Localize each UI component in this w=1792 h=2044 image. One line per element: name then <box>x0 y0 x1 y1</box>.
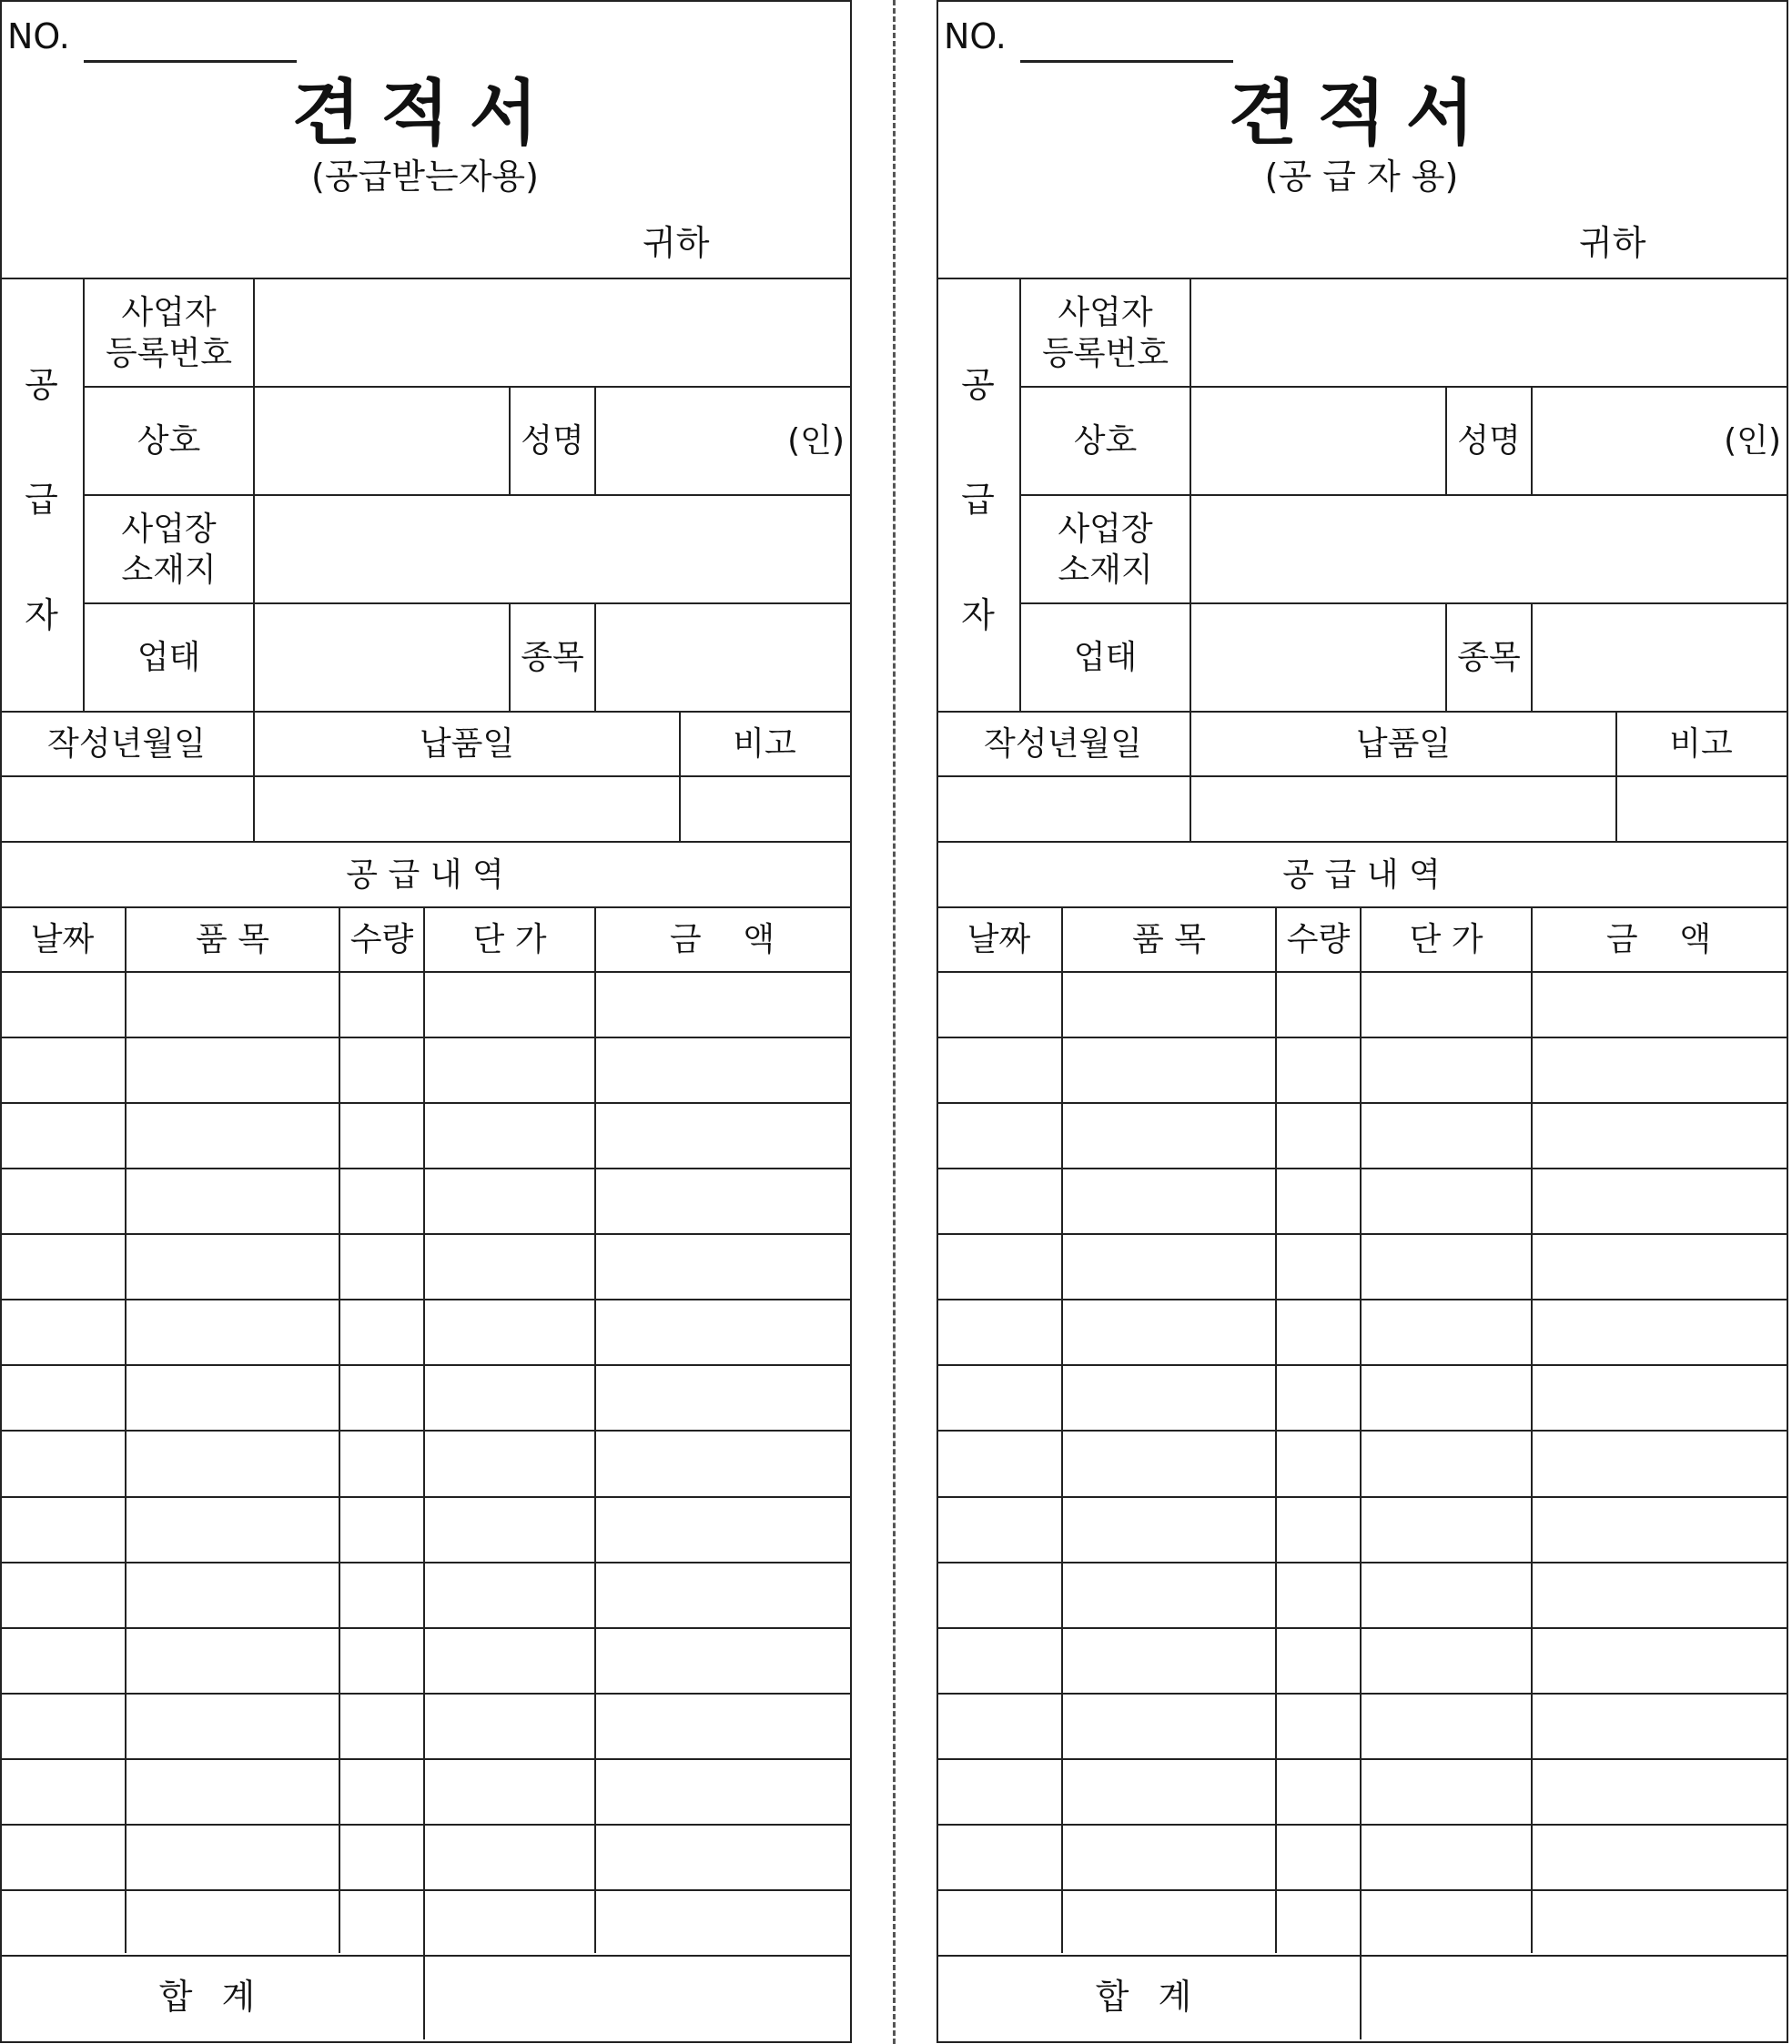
table-row-rule <box>936 1562 1787 1563</box>
perforation-line <box>893 0 896 2044</box>
rep-name-label: 성명 <box>521 422 584 460</box>
table-row-rule <box>936 1889 1787 1891</box>
delivery-date-label: 납품일 <box>419 725 515 763</box>
table-row-rule <box>0 1364 850 1366</box>
total-label: 합 계 <box>1095 1976 1201 2017</box>
label-line: 사업자 <box>121 293 217 331</box>
col-item-header: 품 목 <box>196 921 269 958</box>
col-qty-header: 수량 <box>349 921 414 958</box>
biz-type-label: 업태 <box>1073 639 1138 676</box>
biz-address-field[interactable] <box>255 496 848 602</box>
document-number-label: NO. <box>7 16 70 56</box>
table-row-rule <box>936 1824 1787 1826</box>
table-row-rule <box>936 1627 1787 1629</box>
col-item-header: 품 목 <box>1132 921 1206 958</box>
rule <box>1360 906 1362 2039</box>
company-name-label: 상호 <box>137 422 201 460</box>
label-line: 소재지 <box>1058 551 1153 589</box>
recipient-honorific: 귀하 <box>1579 223 1646 263</box>
rep-name-label: 성명 <box>1457 422 1521 460</box>
table-row-rule <box>936 1758 1787 1760</box>
supplier-char: 공 <box>961 365 995 405</box>
table-row-rule <box>0 1627 850 1629</box>
biz-item-label: 종목 <box>1457 639 1521 676</box>
remarks-field[interactable] <box>681 777 848 841</box>
date-written-field[interactable] <box>936 777 1190 841</box>
table-row-rule <box>936 1364 1787 1366</box>
table-row-rule <box>936 1299 1787 1300</box>
document-number-label: NO. <box>944 16 1007 56</box>
supplier-char: 자 <box>961 594 995 635</box>
form-title: 견적서 <box>1228 73 1495 155</box>
biz-reg-number-label <box>1021 279 1190 386</box>
rep-name-field[interactable] <box>1533 388 1706 494</box>
table-row-rule <box>0 1562 850 1563</box>
copy-type-subtitle: (공 급 자 용) <box>1264 156 1459 197</box>
table-row-rule <box>0 1693 850 1695</box>
biz-address-label <box>85 496 253 602</box>
biz-address-field[interactable] <box>1191 496 1785 602</box>
label-line: 등록번호 <box>105 334 233 372</box>
table-row-rule <box>0 1102 850 1104</box>
table-row-rule <box>936 1496 1787 1498</box>
delivery-date-field[interactable] <box>1191 777 1615 841</box>
table-row-rule <box>936 1693 1787 1695</box>
biz-type-label: 업태 <box>137 639 201 676</box>
rule <box>936 971 1787 973</box>
company-name-field[interactable] <box>1191 388 1445 494</box>
date-written-label: 작성년월일 <box>47 725 206 763</box>
company-name-field[interactable] <box>255 388 509 494</box>
company-name-label: 상호 <box>1073 422 1138 460</box>
table-row-rule <box>936 1102 1787 1104</box>
table-row-rule <box>0 1168 850 1169</box>
table-row-rule <box>936 1168 1787 1169</box>
label-line: 사업장 <box>1058 510 1153 548</box>
col-unit-price-header: 단 가 <box>1409 921 1483 958</box>
table-row-rule <box>0 1824 850 1826</box>
label-line: 등록번호 <box>1041 334 1169 372</box>
table-row-rule <box>0 1758 850 1760</box>
col-date-header: 날짜 <box>30 921 95 958</box>
table-row-rule <box>0 1889 850 1891</box>
supplier-char: 공 <box>25 365 58 405</box>
biz-item-field[interactable] <box>596 604 848 711</box>
total-amount-field[interactable] <box>425 1955 848 2039</box>
delivery-date-label: 납품일 <box>1355 725 1452 763</box>
copy-type-subtitle: (공급받는자용) <box>311 156 539 197</box>
recipient-honorific: 귀하 <box>643 223 710 263</box>
biz-item-field[interactable] <box>1533 604 1785 711</box>
col-amount-header: 금 액 <box>669 921 775 958</box>
biz-reg-number-field[interactable] <box>255 279 848 386</box>
supply-details-heading: 공 급 내 역 <box>346 855 504 894</box>
table-row-rule <box>0 1430 850 1432</box>
rep-name-field[interactable] <box>596 388 769 494</box>
biz-address-label <box>1021 496 1190 602</box>
remarks-label: 비고 <box>1669 725 1733 763</box>
col-amount-header: 금 액 <box>1605 921 1712 958</box>
table-row-rule <box>0 1233 850 1235</box>
biz-type-field[interactable] <box>1191 604 1445 711</box>
label-line: 사업장 <box>121 510 217 548</box>
label-line: 사업자 <box>1058 293 1153 331</box>
date-written-label: 작성년월일 <box>984 725 1142 763</box>
supplier-char: 급 <box>25 480 58 521</box>
supplier-char: 급 <box>961 480 995 521</box>
table-row-rule <box>0 1496 850 1498</box>
remarks-field[interactable] <box>1617 777 1785 841</box>
biz-type-field[interactable] <box>255 604 509 711</box>
total-label: 합 계 <box>158 1976 265 2017</box>
form-title: 견적서 <box>291 73 559 155</box>
estimate-form-recipient-copy <box>0 0 850 2041</box>
col-unit-price-header: 단 가 <box>472 921 547 958</box>
biz-item-label: 종목 <box>521 639 584 676</box>
seal-mark: (인) <box>787 422 845 460</box>
label-line: 소재지 <box>121 551 217 589</box>
supplier-char: 자 <box>25 594 58 635</box>
date-written-field[interactable] <box>0 777 253 841</box>
table-row-rule <box>0 1037 850 1038</box>
supplier-section-label <box>0 364 83 637</box>
table-row-rule <box>936 1430 1787 1432</box>
supply-details-heading: 공 급 내 역 <box>1282 855 1441 894</box>
col-date-header: 날짜 <box>967 921 1031 958</box>
table-row-rule <box>936 1233 1787 1235</box>
supplier-section-label <box>936 364 1019 637</box>
col-qty-header: 수량 <box>1286 921 1351 958</box>
remarks-label: 비고 <box>733 725 796 763</box>
table-row-rule <box>0 1299 850 1300</box>
biz-reg-number-label <box>85 279 253 386</box>
delivery-date-field[interactable] <box>255 777 679 841</box>
rule <box>0 971 850 973</box>
estimate-form-supplier-copy <box>936 0 1787 2041</box>
rule <box>423 906 425 2039</box>
biz-reg-number-field[interactable] <box>1191 279 1785 386</box>
total-amount-field[interactable] <box>1362 1955 1785 2039</box>
seal-mark: (인) <box>1724 422 1781 460</box>
table-row-rule <box>936 1037 1787 1038</box>
